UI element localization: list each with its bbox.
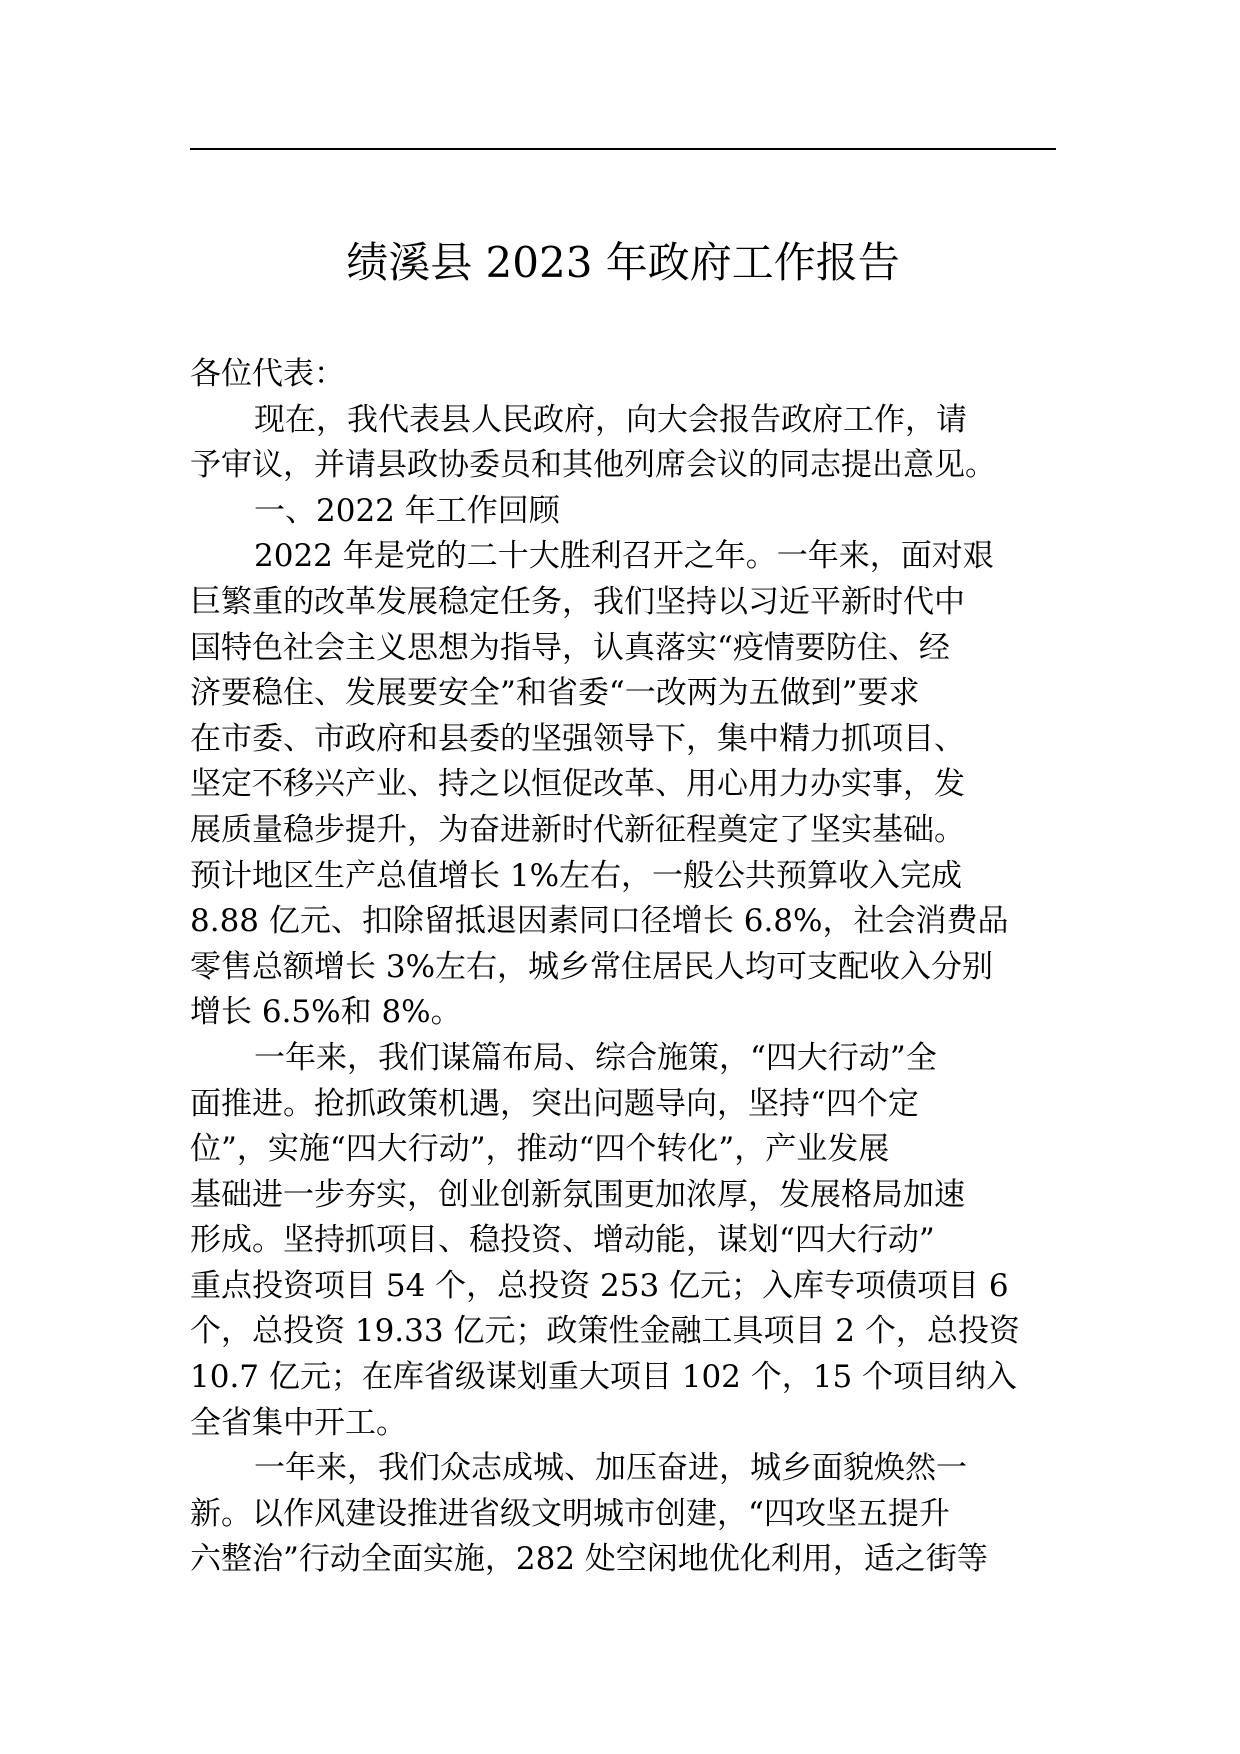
document-title: 绩溪县 2023 年政府工作报告 xyxy=(346,238,900,287)
body-line: 重点投资项目 54 个，总投资 253 亿元；入库专项债项目 6 xyxy=(190,1267,1009,1304)
body-line: 增长 6.5%和 8%。 xyxy=(190,994,462,1031)
section-heading: 一、2022 年工作回顾 xyxy=(254,492,560,529)
document-body xyxy=(190,352,1056,1583)
body-line: 坚定不移兴产业、持之以恒促改革、用心用力办实事，发 xyxy=(190,766,965,803)
body-line: 予审议，并请县政协委员和其他列席会议的同志提出意见。 xyxy=(190,447,996,484)
body-line: 面推进。抢抓政策机遇，突出问题导向，坚持“四个定 xyxy=(190,1085,919,1122)
body-line: 六整治”行动全面实施，282 处空闲地优化利用，适之街等 xyxy=(190,1541,988,1578)
body-line: 个，总投资 19.33 亿元；政策性金融工具项目 2 个，总投资 xyxy=(190,1313,1020,1350)
body-line: 形成。坚持抓项目、稳投资、增动能，谋划“四大行动” xyxy=(190,1222,935,1259)
body-line: 全省集中开工。 xyxy=(190,1404,407,1441)
body-line: 济要稳住、发展要安全”和省委“一改两为五做到”要求 xyxy=(190,675,920,712)
body-line: 预计地区生产总值增长 1%左右，一般公共预算收入完成 xyxy=(190,857,963,894)
body-line: 一年来，我们谋篇布局、综合施策，“四大行动”全 xyxy=(254,1039,937,1076)
body-line: 巨繁重的改革发展稳定任务，我们坚持以习近平新时代中 xyxy=(190,583,965,620)
body-line: 2022 年是党的二十大胜利召开之年。一年来，面对艰 xyxy=(254,538,994,575)
body-line: 基础进一步夯实，创业创新氛围更加浓厚，发展格局加速 xyxy=(190,1176,965,1213)
body-line: 零售总额增长 3%左右，城乡常住居民人均可支配收入分别 xyxy=(190,948,994,985)
salutation-line: 各位代表： xyxy=(190,356,345,392)
body-line: 新。以作风建设推进省级文明城市创建，“四攻坚五提升 xyxy=(190,1495,950,1532)
body-line: 展质量稳步提升，为奋进新时代新征程奠定了坚实基础。 xyxy=(190,811,965,848)
body-line: 一年来，我们众志成城、加压奋进，城乡面貌焕然一 xyxy=(254,1450,967,1487)
body-line: 8.88 亿元、扣除留抵退因素同口径增长 6.8%，社会消费品 xyxy=(190,903,1009,940)
body-line: 10.7 亿元；在库省级谋划重大项目 102 个，15 个项目纳入 xyxy=(190,1359,1018,1396)
body-line: 位”，实施“四大行动”，推动“四个转化”，产业发展 xyxy=(190,1131,890,1168)
body-line: 国特色社会主义思想为指导，认真落实“疫情要防住、经 xyxy=(190,629,950,666)
header-rule xyxy=(190,148,1056,150)
body-line: 现在，我代表县人民政府，向大会报告政府工作，请 xyxy=(254,401,967,438)
body-line: 在市委、市政府和县委的坚强领导下，集中精力抓项目、 xyxy=(190,720,965,757)
